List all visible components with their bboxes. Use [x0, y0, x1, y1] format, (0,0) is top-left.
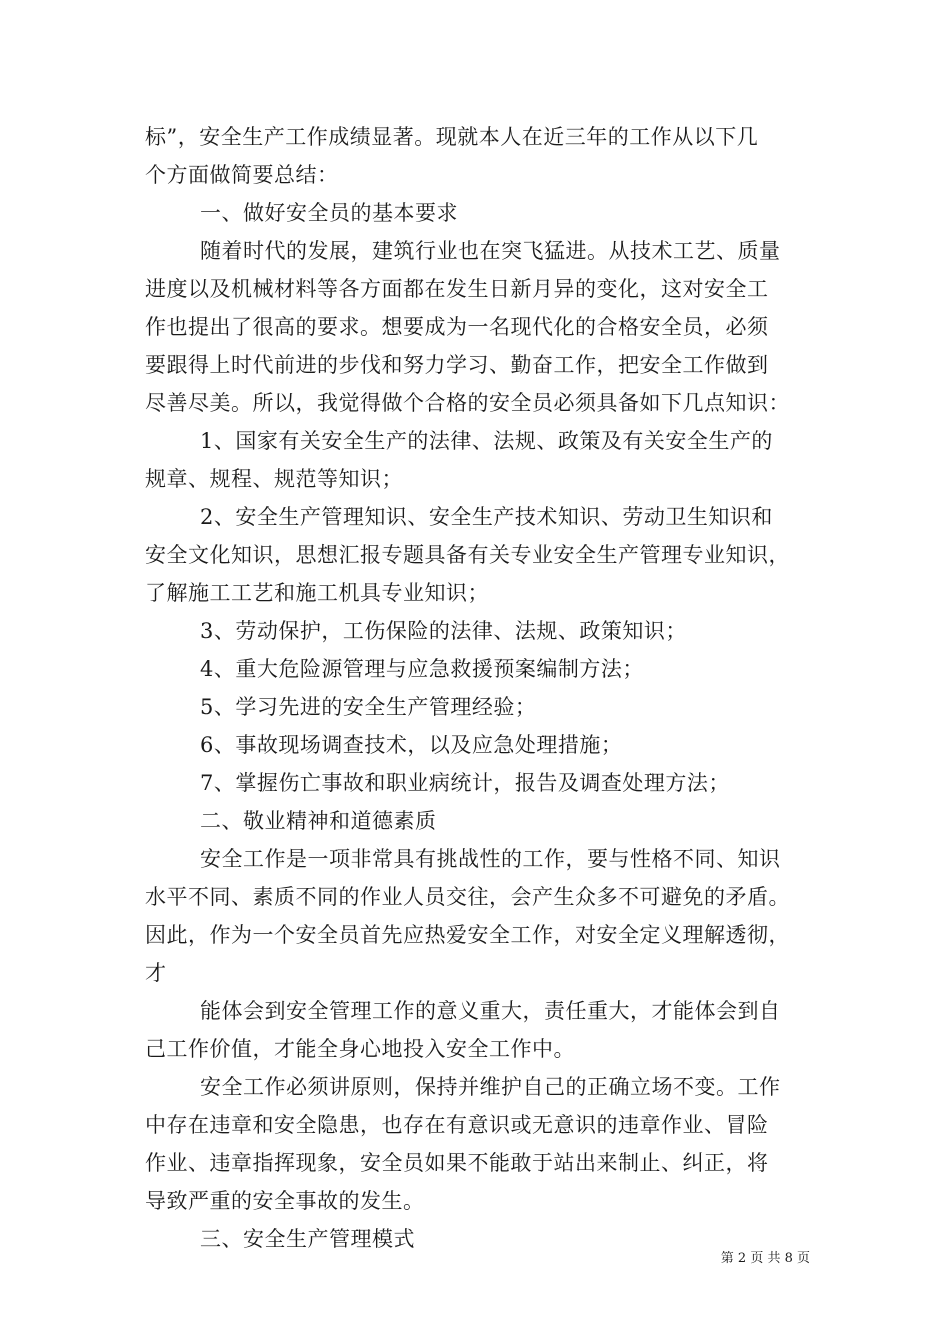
text-line: 中存在违章和安全隐患，也存在有意识或无意识的违章作业、冒险 [145, 1113, 769, 1137]
text-line: 随着时代的发展，建筑行业也在突飞猛进。从技术工艺、质量 [200, 239, 781, 263]
list-item: 2、安全生产管理知识、安全生产技术知识、劳动卫生知识和 [200, 505, 773, 529]
text-line: 水平不同、素质不同的作业人员交往，会产生众多不可避免的矛盾。 [145, 885, 790, 909]
section-heading-3: 三、安全生产管理模式 [200, 1227, 415, 1251]
text-line: 进度以及机械材料等各方面都在发生日新月异的变化，这对安全工 [145, 277, 769, 301]
text-line: 了解施工工艺和施工机具专业知识； [145, 581, 489, 605]
section-heading-2: 二、敬业精神和道德素质 [200, 809, 437, 833]
text-line: 要跟得上时代前进的步伐和努力学习、勤奋工作，把安全工作做到 [145, 353, 769, 377]
list-item: 3、劳动保护，工伤保险的法律、法规、政策知识； [200, 619, 687, 643]
text-line: 作也提出了很高的要求。想要成为一名现代化的合格安全员，必须 [145, 315, 769, 339]
text-line: 才 [145, 961, 167, 985]
text-line: 标”，安全生产工作成绩显著。现就本人在近三年的工作从以下几 [145, 125, 759, 149]
list-item: 7、掌握伤亡事故和职业病统计，报告及调查处理方法； [200, 771, 730, 795]
text-line: 导致严重的安全事故的发生。 [145, 1189, 425, 1213]
list-item: 6、事故现场调查技术，以及应急处理措施； [200, 733, 623, 757]
text-line: 个方面做简要总结： [145, 163, 339, 187]
page-number: 第 2 页 共 8 页 [720, 1251, 810, 1266]
text-line: 安全工作是一项非常具有挑战性的工作，要与性格不同、知识 [200, 847, 781, 871]
text-line: 因此，作为一个安全员首先应热爱安全工作，对安全定义理解透彻， [145, 923, 790, 947]
list-item: 4、重大危险源管理与应急救援预案编制方法； [200, 657, 644, 681]
text-line: 作业、违章指挥现象，安全员如果不能敢于站出来制止、纠正，将 [145, 1151, 769, 1175]
text-line: 安全文化知识，思想汇报专题具备有关专业安全生产管理专业知识， [145, 543, 790, 567]
text-line: 能体会到安全管理工作的意义重大，责任重大，才能体会到自 [200, 999, 781, 1023]
text-line: 己工作价值，才能全身心地投入安全工作中。 [145, 1037, 575, 1061]
text-line: 尽善尽美。所以，我觉得做个合格的安全员必须具备如下几点知识： [145, 391, 790, 415]
text-line: 规章、规程、规范等知识； [145, 467, 403, 491]
list-item: 1、国家有关安全生产的法律、法规、政策及有关安全生产的 [200, 429, 773, 453]
section-heading-1: 一、做好安全员的基本要求 [200, 201, 458, 225]
text-line: 安全工作必须讲原则，保持并维护自己的正确立场不变。工作 [200, 1075, 781, 1099]
list-item: 5、学习先进的安全生产管理经验； [200, 695, 537, 719]
